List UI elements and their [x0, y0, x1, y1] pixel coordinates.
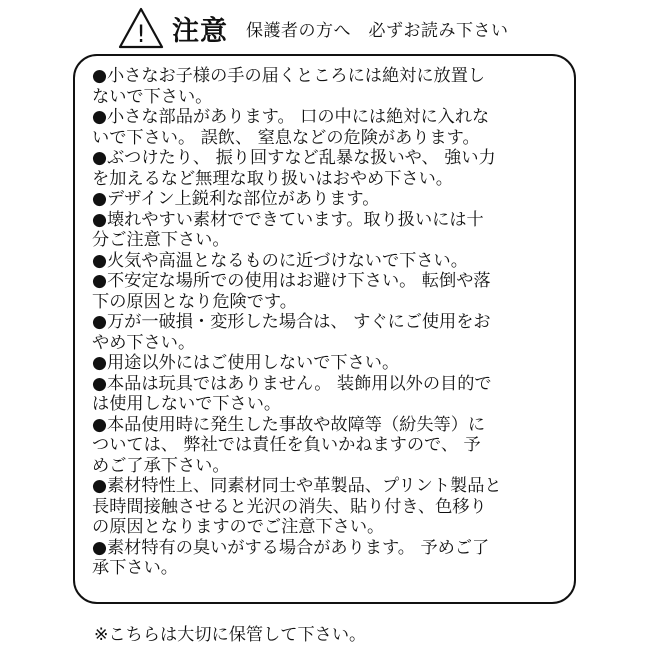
caution-item-line: ないで下さい。 [92, 86, 213, 107]
caution-item-line: ●火気や高温となるものに近づけないで下さい。 [92, 250, 468, 271]
caution-item-line: ●デザイン上鋭利な部位があります。 [92, 189, 380, 209]
warning-triangle-icon [118, 7, 164, 49]
caution-item-line: の原因となりますのでご注意下さい。 [92, 517, 385, 537]
caution-item-line: ●本品使用時に発生した事故や故障等（紛失等）に [92, 414, 486, 435]
caution-item [92, 312, 554, 353]
caution-item-line: ●素材特有の臭いがする場合があります。 予めご了 [92, 537, 490, 558]
caution-item-line: 分ご注意下さい。 [92, 230, 230, 250]
caution-item [92, 538, 554, 579]
caution-item-line: めご了承下さい。 [92, 455, 230, 476]
storage-note: ※こちらは大切に保管して下さい。 [94, 625, 367, 645]
caution-item [92, 271, 554, 312]
caution-item [92, 415, 554, 477]
caution-item-line: ●万が一破損・変形した場合は、 すぐにご使用をお [92, 312, 491, 332]
caution-item-line: 承下さい。 [92, 558, 178, 578]
caution-item-line: ●用途以外にはご使用しないで下さい。 [92, 353, 400, 373]
caution-item-line: を加えるなど無理な取り扱いはおやめ下さい。 [92, 168, 453, 189]
caution-item-line: ●本品は玩具ではありません。 装飾用以外の目的で [92, 373, 492, 394]
notice-title: 注意 [172, 15, 228, 47]
caution-item [92, 210, 554, 251]
caution-item-line: 下の原因となり危険です。 [92, 291, 297, 312]
header [118, 6, 509, 50]
caution-item-line: いで下さい。 誤飲、 窒息などの危険があります。 [92, 127, 480, 148]
caution-item-line: ●小さなお子様の手の届くところには絶対に放置し [92, 66, 486, 86]
caution-item [92, 251, 554, 272]
caution-item [92, 148, 554, 189]
caution-item [92, 66, 554, 107]
caution-item-line: ●壊れやすい素材でできています。取り扱いには十 [92, 209, 484, 230]
caution-item-line: ●素材特性上、同素材同士や革製品、プリント製品と [92, 476, 502, 496]
caution-item [92, 107, 554, 148]
caution-item-line: は使用しないで下さい。 [92, 394, 282, 414]
caution-item [92, 189, 554, 210]
caution-item-line: ●ぶつけたり、 振り回すなど乱暴な扱いや、 強い力 [92, 148, 496, 168]
caution-item-line: やめ下さい。 [92, 332, 196, 353]
notice-subtitle: 保護者の方へ 必ずお読み下さい [246, 20, 509, 41]
caution-item-line: ●小さな部品があります。 口の中には絶対に入れな [92, 107, 490, 127]
caution-item-line: ●不安定な場所での使用はお避け下さい。 転倒や落 [92, 271, 491, 291]
caution-item-line: 長時間接触させると光沢の消失、貼り付き、色移り [92, 496, 487, 517]
caution-item-line: ついては、 弊社では責任を負いかねますので、 予 [92, 435, 481, 455]
caution-item [92, 476, 554, 538]
caution-item [92, 374, 554, 415]
caution-item [92, 353, 554, 374]
caution-list [92, 66, 554, 579]
warning-mark: ! [136, 20, 146, 48]
